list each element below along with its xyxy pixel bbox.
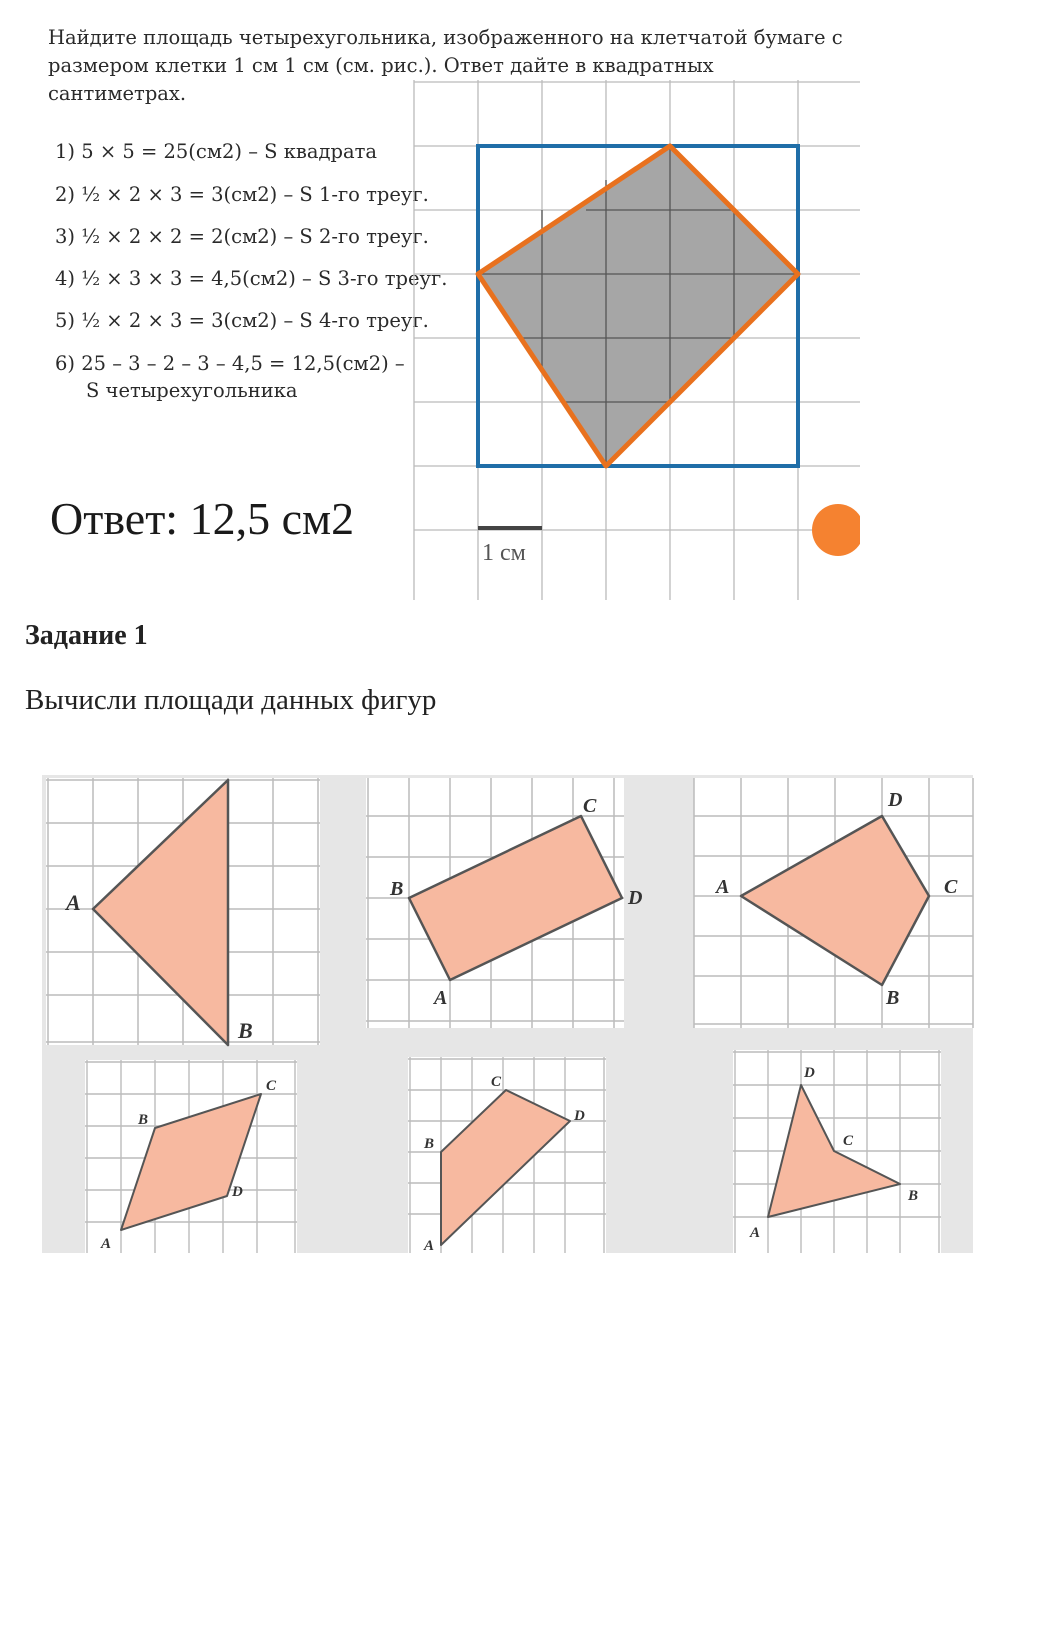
figure-5-label-d: D (574, 1108, 585, 1124)
solution-step-2: 2) ½ × 2 × 3 = 3(см2) – S 1-го треуг. (55, 183, 429, 206)
answer-text: Ответ: 12,5 см2 (50, 493, 355, 544)
figure-5-label-b: B (424, 1136, 435, 1152)
figure-6-label-a: A (750, 1225, 761, 1241)
figure-2-label-a: A (434, 987, 448, 1009)
figure-6-label-c: C (843, 1133, 854, 1149)
scale-label: 1 см (482, 540, 526, 566)
figure-4-label-a: A (101, 1236, 112, 1252)
figure-2-label-c: C (583, 795, 597, 817)
figure-1 (46, 778, 320, 1045)
figure-2-label-b: B (390, 878, 404, 900)
solution-step-5: 5) ½ × 2 × 3 = 3(см2) – S 4-го треуг. (55, 309, 429, 332)
figure-5-label-c: C (491, 1074, 502, 1090)
solution-step-4: 4) ½ × 3 × 3 = 4,5(см2) – S 3-го треуг. (55, 267, 448, 290)
figure-2 (366, 778, 642, 1028)
figure-3-label-b: B (886, 987, 900, 1009)
figure-4 (85, 1060, 297, 1253)
figure-3-label-a: A (716, 876, 730, 898)
solution-step-6-continued: S четырехугольника (86, 379, 298, 402)
task-title: Задание 1 (25, 620, 148, 651)
figure-4-label-c: C (266, 1078, 277, 1094)
figure-4-label-d: D (232, 1184, 243, 1200)
figure-5-label-a: A (424, 1238, 435, 1254)
figure-6-label-d: D (804, 1065, 815, 1081)
figure-1-label-a: A (66, 890, 81, 915)
figure-3-label-d: D (888, 789, 903, 811)
figure-5 (408, 1057, 606, 1254)
solution-step-6: 6) 25 – 3 – 2 – 3 – 4,5 = 12,5(см2) – (55, 352, 405, 375)
figure-2-label-d: D (628, 887, 643, 909)
solution-step-1: 1) 5 × 5 = 25(см2) – S квадрата (55, 140, 378, 163)
figure-6-label-b: B (908, 1188, 919, 1204)
solution-step-3: 3) ½ × 2 × 2 = 2(см2) – S 2-го треуг. (55, 225, 429, 248)
figure-4-label-b: B (138, 1112, 149, 1128)
task-instruction: Вычисли площади данных фигур (25, 684, 437, 716)
figure-6 (733, 1050, 941, 1253)
figure-1-label-b: B (238, 1018, 253, 1043)
example-problem-text: Найдите площадь четырехугольника, изображенного на клетчатой бумаге с размером клетки 1 см 1 см (см. рис.). Ответ дайте в квадратных сантиметрах. (48, 26, 843, 105)
figure-3 (694, 778, 973, 1028)
figure-3-label-c: C (944, 876, 958, 898)
